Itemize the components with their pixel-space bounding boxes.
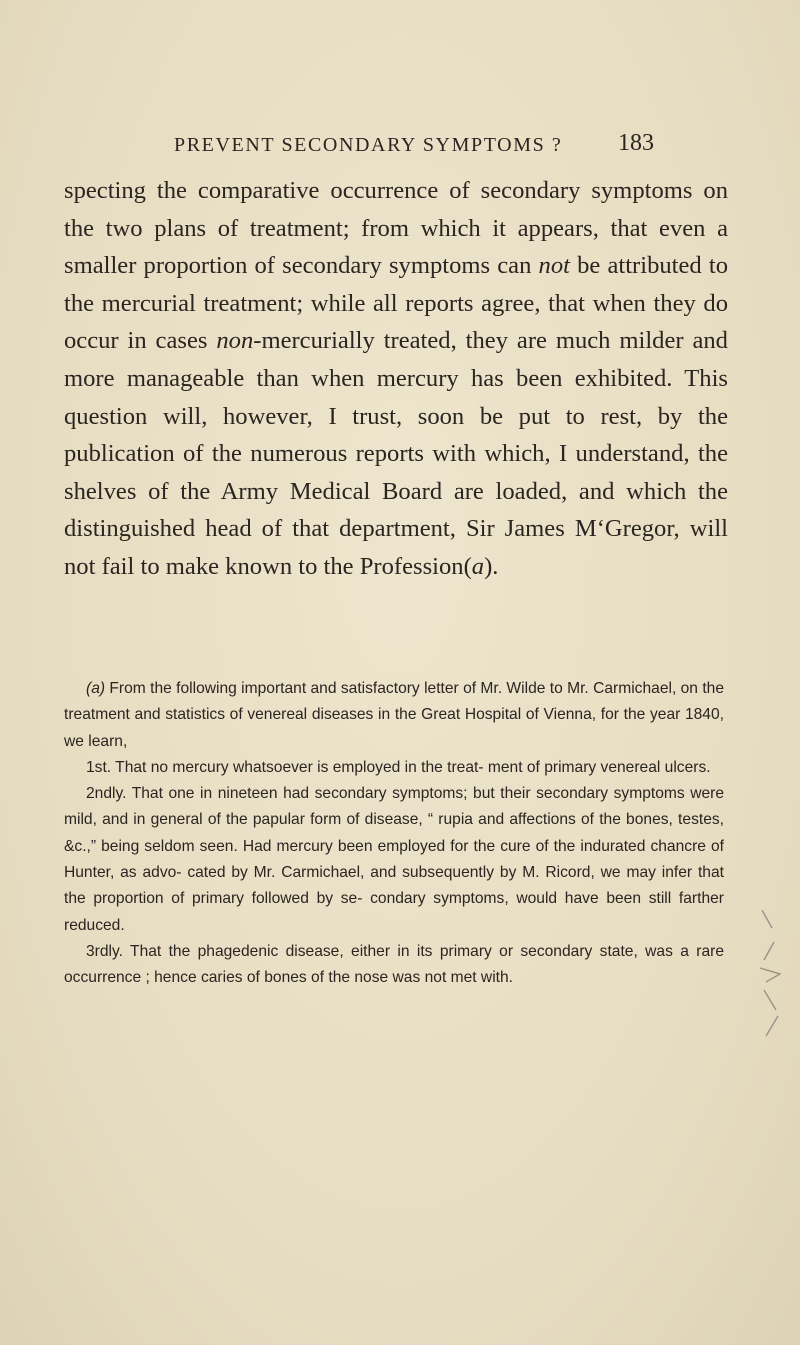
body-text-part-3: -mercurially treated, they are much milder and more manageable than when mercury has been exhibited. This question will, however, I trust, soon be put to rest, by the publication of the numerous reports with which, I understand, the shelves of the Army Medical Board are loaded, and which the distinguished head of that department, Sir James M‘Gregor, will not fail to make known to the Profession(	[64, 327, 728, 580]
footnote-intro	[64, 676, 724, 755]
footnote-point-3: 3rdly. That the phagedenic disease, either in its primary or secondary state, was a rare occurrence ; hence caries of bones of the nose was not met with.	[64, 942, 724, 987]
emphasis-not: not	[538, 252, 570, 280]
emphasis-non: non	[216, 327, 254, 355]
body-paragraph	[64, 172, 728, 586]
body-text-part-4: ).	[484, 552, 499, 580]
body-text-part-2: be attributed to the mercurial treatment; while all reports agree, that when they do occur in cases	[64, 252, 728, 355]
main-text	[64, 172, 728, 586]
footnote-intro-text: From the following important and satisfactory letter of Mr. Wilde to Mr. Carmichael, on the treatment and statistics of venereal diseases in the Great Hospital of Vienna, for the year 1840, we learn,	[64, 680, 724, 750]
page-number: 183	[618, 130, 654, 156]
body-text-part-1: specting the comparative occurrence of secondary symptoms on the two plans of treatment; from which it appears, that even a smaller proportion of secondary symptoms can	[64, 177, 728, 280]
running-head: PREVENT SECONDARY SYMPTOMS ?	[174, 134, 563, 156]
footnote	[64, 676, 724, 992]
footnote-reference: a	[471, 552, 485, 580]
footnote-point-2: 2ndly. That one in nineteen had secondary symptoms; but their secondary symptoms were mild, and in general of the papular form of disease, “ rupia and affections of the bones, testes, &c.,” being seldom seen. Had mercury been employed for the cure of the indurated chancre of Hunter, as advo- cated by Mr. Carmichael, and subsequently by M. Ricord, we may infer that the proportion of primary followed by se- condary symptoms, would have been still farther reduced.	[64, 785, 724, 934]
footnote-label: (a)	[86, 680, 106, 697]
page-header	[174, 130, 654, 166]
margin-pencil-mark	[756, 910, 786, 1040]
footnote-point-1: 1st. That no mercury whatsoever is employed in the treat- ment of primary venereal ulcers.	[86, 758, 711, 776]
